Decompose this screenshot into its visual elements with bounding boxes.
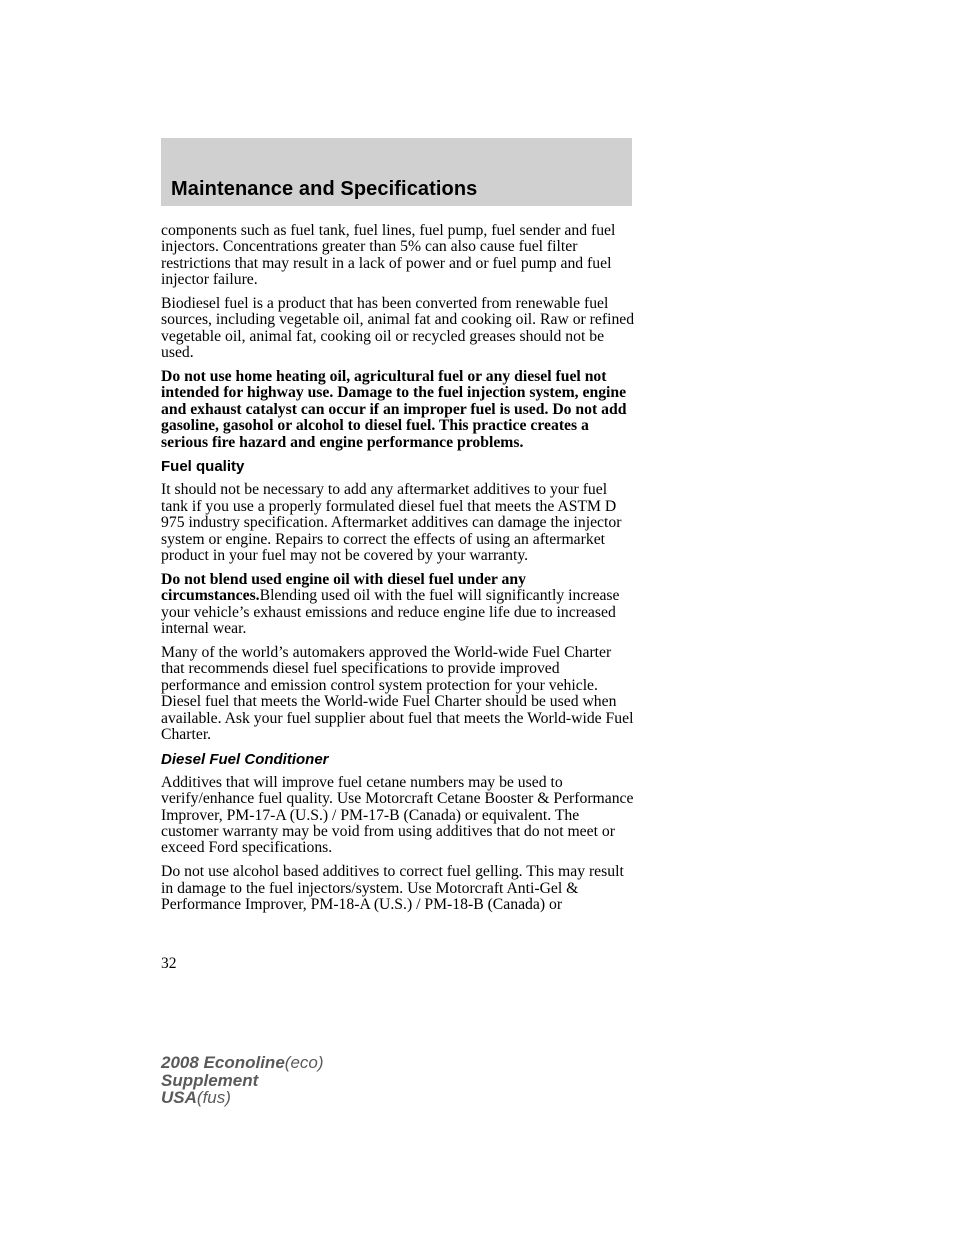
page-body bbox=[161, 223, 637, 921]
footer-market: USA bbox=[161, 1088, 197, 1107]
footer-model-code: (eco) bbox=[284, 1053, 324, 1072]
paragraph-biodiesel: Biodiesel fuel is a product that has been converted from renewable fuel sources, including vegetable oil, animal fat and cooking oil. Raw or refined vegetable oil, animal fat, cooking oil or recycled greases should not be used. bbox=[161, 295, 635, 362]
paragraph-fuel-charter: Many of the world’s automakers approved the World-wide Fuel Charter that recommends diesel fuel specifications to provide improved performance and emission control system protection for your vehicle. Diesel fuel that meets the World-wide Fuel Charter should be used when available. Ask your fuel supplier about fuel that meets the World-wide Fuel Charter. bbox=[161, 643, 634, 743]
footer-model: 2008 Econoline bbox=[161, 1053, 285, 1072]
page-number: 32 bbox=[161, 955, 177, 972]
footer-supplement: Supplement bbox=[161, 1070, 259, 1090]
heading-fuel-quality: Fuel quality bbox=[161, 458, 245, 476]
footer-line-market bbox=[161, 1089, 324, 1107]
paragraph-additives: It should not be necessary to add any aftermarket additives to your fuel tank if you use a properly formulated diesel fuel that meets the ASTM D 975 industry specification. Aftermarket additives can damage the injector system or engine. Repairs to correct the effects of using an aftermarket product in your fuel may not be covered by your warranty. bbox=[161, 481, 622, 565]
document-footer bbox=[161, 1054, 324, 1107]
heading-fuel-conditioner: Diesel Fuel Conditioner bbox=[161, 750, 329, 768]
warning-used-oil: Do not blend used engine oil with diesel fuel under any circumstances. bbox=[161, 570, 526, 605]
paragraph-cetane: Additives that will improve fuel cetane numbers may be used to verify/enhance fuel quality. Use Motorcraft Cetane Booster & Performance Improver, PM-17-A (U.S.) / PM-17-B (Canada) or equivalent. The customer warranty may be void from using additives that do not meet or exceed Ford specifications. bbox=[161, 773, 634, 857]
paragraph-anti-gel: Do not use alcohol based additives to correct fuel gelling. This may result in damage to the fuel injectors/system. Use Motorcraft Anti-Gel & Performance Improver, PM-18-A (U.S.) / PM-18-B (Canada) or bbox=[161, 863, 624, 913]
footer-market-code: (fus) bbox=[196, 1088, 231, 1107]
footer-line-supplement bbox=[161, 1072, 324, 1090]
section-title: Maintenance and Specifications bbox=[171, 178, 478, 200]
paragraph-components: components such as fuel tank, fuel lines, fuel pump, fuel sender and fuel injectors. Concentrations greater than 5% can also cause fuel filter restrictions that may result in a lack of power and or fuel pump and fuel injector failure. bbox=[161, 222, 616, 289]
used-oil-detail: Blending used oil with the fuel will significantly increase your vehicle’s exhaust emissions and reduce engine life due to increased internal wear. bbox=[161, 587, 620, 638]
section-header-band bbox=[161, 138, 632, 206]
paragraph-used-oil bbox=[161, 572, 637, 638]
footer-line-model bbox=[161, 1054, 324, 1072]
warning-heating-oil: Do not use home heating oil, agricultural fuel or any diesel fuel not intended for highway use. Damage to the fuel injection system, engine and exhaust catalyst can occur if an improper fuel is used. Do not add gasoline, gasohol or alcohol to diesel fuel. This practice creates a serious fire hazard and engine performance problems. bbox=[161, 368, 627, 451]
